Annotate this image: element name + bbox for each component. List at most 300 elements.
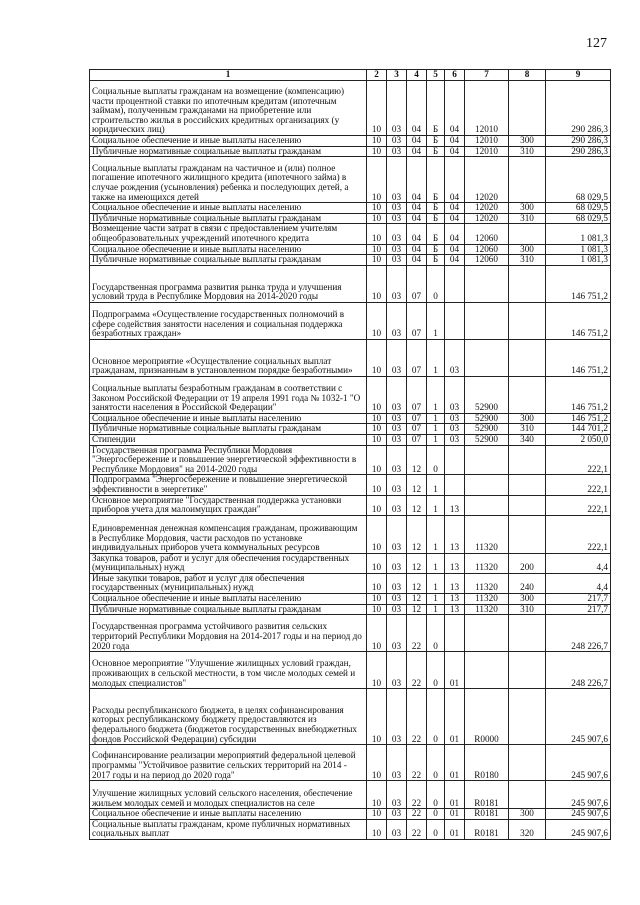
row-cell-8: 300 [509,203,546,214]
row-cell-7: 12020 [465,203,509,214]
row-cell-3: 03 [387,213,407,224]
row-cell-6 [445,445,465,475]
row-cell-7 [465,445,509,475]
table-row [90,553,611,573]
row-cell-3: 03 [387,302,407,339]
row-cell-9: 2 050,0 [546,434,611,445]
header-cell-4: 4 [407,70,427,81]
row-cell-9: 248 226,7 [546,615,611,652]
header-cell-3: 3 [387,70,407,81]
row-cell-4: 12 [407,515,427,553]
row-name-cell: Публичные нормативные социальные выплаты гражданам [90,604,367,615]
row-cell-4: 04 [407,203,427,214]
row-cell-2: 10 [367,495,387,515]
row-cell-6: 03 [445,434,465,445]
row-cell-2: 10 [367,615,387,652]
row-cell-8: 200 [509,553,546,573]
row-cell-8: 310 [509,604,546,615]
row-cell-7: 11320 [465,553,509,573]
row-cell-9: 222,1 [546,495,611,515]
row-cell-8: 240 [509,573,546,593]
row-cell-5: 1 [427,424,445,435]
row-cell-2: 10 [367,604,387,615]
row-cell-3: 03 [387,255,407,266]
row-name-cell: Единовременная денежная компенсация гражданам, проживающим в Республике Мордовия, части расходов по установке индивидуальных приборов учета коммунальных ресурсов [90,515,367,553]
row-cell-2: 10 [367,203,387,214]
row-cell-7 [465,615,509,652]
row-cell-8 [509,515,546,553]
row-cell-9: 4,4 [546,573,611,593]
row-cell-2: 10 [367,573,387,593]
row-cell-9: 290 286,3 [546,81,611,136]
row-cell-7: 52900 [465,413,509,424]
row-cell-6: 04 [445,157,465,203]
header-cell-1: 1 [90,70,367,81]
row-cell-6: 04 [445,224,465,244]
row-cell-4: 22 [407,652,427,689]
row-name-cell: Социальное обеспечение и иные выплаты населению [90,136,367,147]
row-cell-9: 1 081,3 [546,244,611,255]
row-cell-4: 04 [407,255,427,266]
table-row [90,819,611,839]
row-cell-9: 245 907,6 [546,781,611,809]
row-cell-9: 245 907,6 [546,745,611,781]
row-cell-2: 10 [367,146,387,157]
row-cell-9: 222,1 [546,475,611,495]
row-cell-3: 03 [387,157,407,203]
row-cell-7: R0000 [465,689,509,745]
row-name-cell: Социальное обеспечение и иные выплаты населению [90,809,367,820]
row-name-cell: Иные закупки товаров, работ и услуг для обеспечения государственных (муниципальных) нужд [90,573,367,593]
row-cell-3: 03 [387,244,407,255]
row-cell-4: 12 [407,495,427,515]
row-name-cell: Основное мероприятие "Улучшение жилищных условий граждан, проживающих в сельской местности, в том числе молодых семей и молодых специалистов" [90,652,367,689]
row-cell-9: 245 907,6 [546,689,611,745]
row-cell-4: 07 [407,265,427,302]
row-cell-7 [465,302,509,339]
row-cell-6 [445,302,465,339]
row-cell-7 [465,475,509,495]
row-cell-5: Б [427,146,445,157]
row-cell-5: 1 [427,434,445,445]
row-cell-6: 13 [445,604,465,615]
table-row [90,475,611,495]
row-cell-9: 4,4 [546,553,611,573]
table-row [90,573,611,593]
row-cell-9: 245 907,6 [546,819,611,839]
row-cell-4: 07 [407,434,427,445]
row-cell-6: 03 [445,424,465,435]
row-name-cell: Публичные нормативные социальные выплаты гражданам [90,146,367,157]
row-cell-2: 10 [367,553,387,573]
row-cell-2: 10 [367,809,387,820]
row-cell-2: 10 [367,339,387,376]
row-cell-5: Б [427,224,445,244]
row-cell-8: 320 [509,819,546,839]
table-row [90,689,611,745]
row-name-cell: Возмещение части затрат в связи с предоставлением учителям общеобразовательных учреждений ипотечного кредита [90,224,367,244]
row-cell-6: 04 [445,255,465,266]
row-cell-6: 01 [445,819,465,839]
row-cell-5: Б [427,81,445,136]
row-cell-8: 300 [509,594,546,605]
row-cell-2: 10 [367,434,387,445]
row-cell-3: 03 [387,819,407,839]
table-row [90,213,611,224]
row-name-cell: Социальные выплаты гражданам, кроме публичных нормативных социальных выплат [90,819,367,839]
row-cell-3: 03 [387,553,407,573]
row-cell-4: 22 [407,745,427,781]
row-cell-4: 12 [407,475,427,495]
row-cell-3: 03 [387,81,407,136]
row-cell-7: 12060 [465,224,509,244]
row-cell-2: 10 [367,376,387,413]
row-cell-8 [509,157,546,203]
row-cell-5: 1 [427,376,445,413]
row-name-cell: Расходы республиканского бюджета, в целях софинансирования которых республиканскому бюджету предоставляются из федерального бюджета (бюджетов государственных внебюджетных фондов Российской Федерации) субсидии [90,689,367,745]
row-cell-4: 22 [407,689,427,745]
row-cell-4: 07 [407,424,427,435]
row-cell-8: 310 [509,255,546,266]
row-cell-6: 01 [445,745,465,781]
row-cell-2: 10 [367,255,387,266]
row-cell-9: 146 751,2 [546,376,611,413]
row-cell-4: 12 [407,553,427,573]
row-name-cell: Государственная программа устойчивого развития сельских территорий Республики Мордовия на 2014-2017 годы и на период до 2020 года [90,615,367,652]
row-cell-4: 07 [407,302,427,339]
row-cell-6: 13 [445,594,465,605]
row-cell-5: 0 [427,809,445,820]
row-cell-6: 04 [445,213,465,224]
row-cell-3: 03 [387,224,407,244]
row-cell-2: 10 [367,224,387,244]
row-cell-9: 217,7 [546,594,611,605]
row-cell-7 [465,339,509,376]
row-cell-8 [509,265,546,302]
header-cell-2: 2 [367,70,387,81]
row-name-cell: Государственная программа Республики Мордовия "Энергосбережение и повышение энергетической эффективности в Республике Мордовия" на 2014-2020 годы [90,445,367,475]
row-cell-8 [509,652,546,689]
row-cell-4: 04 [407,244,427,255]
row-name-cell: Подпрограмма "Энергосбережение и повышение энергетической эффективности в энергетике" [90,475,367,495]
row-cell-8: 300 [509,809,546,820]
row-cell-2: 10 [367,652,387,689]
row-name-cell: Основное мероприятие «Осуществление социальных выплат гражданам, признанным в установленном порядке безработными» [90,339,367,376]
row-cell-9: 144 701,2 [546,424,611,435]
row-cell-3: 03 [387,203,407,214]
row-cell-3: 03 [387,689,407,745]
row-cell-4: 04 [407,136,427,147]
row-name-cell: Социальное обеспечение и иные выплаты населению [90,203,367,214]
row-cell-6: 13 [445,553,465,573]
row-cell-7: 52900 [465,376,509,413]
row-cell-8: 310 [509,146,546,157]
table-row [90,594,611,605]
row-cell-4: 04 [407,146,427,157]
row-name-cell: Подпрограмма «Осуществление государственных полномочий в сфере содействия занятости населения и социальная поддержка безработных граждан» [90,302,367,339]
row-cell-9: 290 286,3 [546,136,611,147]
row-cell-3: 03 [387,809,407,820]
row-cell-5: 0 [427,265,445,302]
row-cell-7: R0181 [465,809,509,820]
row-cell-8 [509,224,546,244]
row-cell-7 [465,265,509,302]
row-cell-3: 03 [387,136,407,147]
row-cell-6: 04 [445,146,465,157]
row-cell-2: 10 [367,745,387,781]
row-cell-3: 03 [387,434,407,445]
row-cell-8: 300 [509,244,546,255]
row-cell-5: 0 [427,652,445,689]
row-cell-9: 245 907,6 [546,809,611,820]
header-cell-5: 5 [427,70,445,81]
row-name-cell: Публичные нормативные социальные выплаты гражданам [90,255,367,266]
row-cell-7: 12060 [465,244,509,255]
row-cell-2: 10 [367,157,387,203]
header-cell-7: 7 [465,70,509,81]
row-cell-5: Б [427,244,445,255]
row-cell-8 [509,615,546,652]
row-cell-9: 146 751,2 [546,413,611,424]
row-cell-3: 03 [387,573,407,593]
row-cell-9: 1 081,3 [546,255,611,266]
row-cell-5: 0 [427,689,445,745]
row-cell-4: 07 [407,413,427,424]
row-cell-9: 217,7 [546,604,611,615]
row-cell-8 [509,81,546,136]
row-cell-8: 310 [509,424,546,435]
row-cell-2: 10 [367,594,387,605]
table-row [90,604,611,615]
table-row [90,265,611,302]
table-row [90,515,611,553]
row-cell-6: 03 [445,376,465,413]
row-cell-5: 1 [427,553,445,573]
row-cell-7: 11320 [465,604,509,615]
row-cell-6: 13 [445,573,465,593]
header-cell-9: 9 [546,70,611,81]
table-row [90,157,611,203]
row-cell-4: 07 [407,376,427,413]
row-cell-5: 0 [427,781,445,809]
row-cell-9: 146 751,2 [546,302,611,339]
table-row [90,203,611,214]
row-cell-6: 13 [445,495,465,515]
row-cell-2: 10 [367,424,387,435]
row-cell-4: 07 [407,339,427,376]
row-name-cell: Социальные выплаты безработным гражданам в соответствии с Законом Российской Федерации от 19 апреля 1991 года № 1032-1 "О занятости населения в Российской Федерации" [90,376,367,413]
row-cell-7: R0181 [465,819,509,839]
row-name-cell: Социальные выплаты гражданам на частичное и (или) полное погашение ипотечного жилищного кредита (ипотечного займа) в случае рождения (усыновления) ребенка и последующих детей, а также на имеющихся детей [90,157,367,203]
row-cell-6: 03 [445,413,465,424]
row-cell-5: 0 [427,615,445,652]
row-cell-3: 03 [387,376,407,413]
table-row [90,434,611,445]
row-cell-8: 310 [509,213,546,224]
row-cell-2: 10 [367,515,387,553]
table-row [90,339,611,376]
table-row [90,495,611,515]
table-row [90,376,611,413]
row-cell-4: 12 [407,445,427,475]
budget-table [89,69,611,840]
row-cell-4: 22 [407,819,427,839]
row-cell-9: 68 029,5 [546,203,611,214]
row-cell-3: 03 [387,615,407,652]
row-name-cell: Социальные выплаты гражданам на возмещение (компенсацию) части процентной ставки по ипотечным кредитам (ипотечным займам), полученным гражданами на приобретение или строительство жилья в российских кредитных организациях (у юридических лиц) [90,81,367,136]
table-row [90,809,611,820]
row-cell-4: 04 [407,157,427,203]
table-body [90,81,611,840]
row-cell-2: 10 [367,302,387,339]
row-cell-4: 12 [407,594,427,605]
table-row [90,255,611,266]
row-cell-6: 01 [445,781,465,809]
row-cell-4: 04 [407,224,427,244]
row-cell-6: 01 [445,689,465,745]
row-cell-7: 12060 [465,255,509,266]
row-cell-7: 12010 [465,146,509,157]
row-cell-5: Б [427,136,445,147]
table-row [90,244,611,255]
row-cell-9: 146 751,2 [546,339,611,376]
row-cell-8 [509,781,546,809]
row-cell-2: 10 [367,265,387,302]
row-cell-5: Б [427,255,445,266]
row-cell-3: 03 [387,781,407,809]
table-row [90,81,611,136]
row-cell-2: 10 [367,413,387,424]
row-cell-7: 11320 [465,594,509,605]
row-cell-9: 1 081,3 [546,224,611,244]
row-cell-6: 04 [445,244,465,255]
row-cell-5: 0 [427,445,445,475]
row-cell-2: 10 [367,136,387,147]
row-cell-8 [509,302,546,339]
row-name-cell: Стипендии [90,434,367,445]
header-cell-6: 6 [445,70,465,81]
row-cell-8: 300 [509,413,546,424]
row-cell-7: 11320 [465,515,509,553]
row-cell-7 [465,652,509,689]
page-number: 127 [586,36,607,51]
row-cell-6: 01 [445,809,465,820]
row-cell-7: 52900 [465,434,509,445]
row-cell-5: 1 [427,604,445,615]
row-name-cell: Государственная программа развития рынка труда и улучшения условий труда в Республике Мордовия на 2014-2020 годы [90,265,367,302]
row-cell-7 [465,495,509,515]
row-cell-3: 03 [387,495,407,515]
row-cell-5: 1 [427,515,445,553]
row-cell-2: 10 [367,81,387,136]
row-cell-7: 12020 [465,213,509,224]
row-cell-2: 10 [367,689,387,745]
row-cell-3: 03 [387,515,407,553]
table-header-row [90,70,611,81]
row-cell-9: 248 226,7 [546,652,611,689]
row-cell-8 [509,376,546,413]
row-cell-6: 04 [445,136,465,147]
row-cell-3: 03 [387,604,407,615]
row-cell-5: 1 [427,475,445,495]
row-cell-2: 10 [367,819,387,839]
row-cell-4: 22 [407,809,427,820]
row-name-cell: Улучшение жилищных условий сельского населения, обеспечение жильем молодых семей и молодых специалистов на селе [90,781,367,809]
row-cell-2: 10 [367,244,387,255]
row-cell-9: 290 286,3 [546,146,611,157]
table-row [90,615,611,652]
table-row [90,445,611,475]
row-cell-3: 03 [387,413,407,424]
table-row [90,424,611,435]
table-row [90,146,611,157]
row-cell-5: Б [427,203,445,214]
row-cell-7: 52900 [465,424,509,435]
row-cell-4: 04 [407,81,427,136]
row-cell-3: 03 [387,594,407,605]
row-cell-3: 03 [387,652,407,689]
row-cell-6 [445,475,465,495]
row-cell-3: 03 [387,445,407,475]
row-cell-9: 68 029,5 [546,213,611,224]
row-cell-7: R0181 [465,781,509,809]
row-cell-4: 22 [407,615,427,652]
row-cell-5: 1 [427,302,445,339]
row-cell-4: 12 [407,604,427,615]
row-cell-2: 10 [367,213,387,224]
row-cell-8 [509,339,546,376]
table-row [90,652,611,689]
row-name-cell: Социальное обеспечение и иные выплаты населению [90,413,367,424]
row-cell-7: 11320 [465,573,509,593]
row-cell-3: 03 [387,424,407,435]
row-cell-9: 222,1 [546,445,611,475]
row-cell-6: 04 [445,203,465,214]
row-cell-4: 22 [407,781,427,809]
row-cell-8 [509,689,546,745]
row-cell-8 [509,745,546,781]
row-cell-3: 03 [387,475,407,495]
row-cell-4: 04 [407,213,427,224]
table-row [90,413,611,424]
row-cell-5: 0 [427,745,445,781]
row-cell-3: 03 [387,265,407,302]
row-cell-2: 10 [367,781,387,809]
row-cell-2: 10 [367,445,387,475]
row-cell-7: 12020 [465,157,509,203]
row-cell-3: 03 [387,146,407,157]
table-row [90,224,611,244]
row-cell-8 [509,495,546,515]
row-cell-5: 1 [427,413,445,424]
row-cell-9: 68 029,5 [546,157,611,203]
row-cell-3: 03 [387,339,407,376]
header-cell-8: 8 [509,70,546,81]
row-cell-6 [445,265,465,302]
row-cell-8: 340 [509,434,546,445]
row-name-cell: Софинансирование реализации мероприятий федеральной целевой программы "Устойчивое развитие сельских территорий на 2014 - 2017 годы и на период до 2020 года" [90,745,367,781]
row-name-cell: Социальное обеспечение и иные выплаты населению [90,244,367,255]
table-row [90,302,611,339]
row-cell-3: 03 [387,745,407,781]
row-cell-5: 1 [427,594,445,605]
row-cell-4: 12 [407,573,427,593]
row-cell-7: 12010 [465,81,509,136]
row-cell-7: 12010 [465,136,509,147]
table-row [90,745,611,781]
row-cell-9: 222,1 [546,515,611,553]
row-cell-5: 1 [427,339,445,376]
